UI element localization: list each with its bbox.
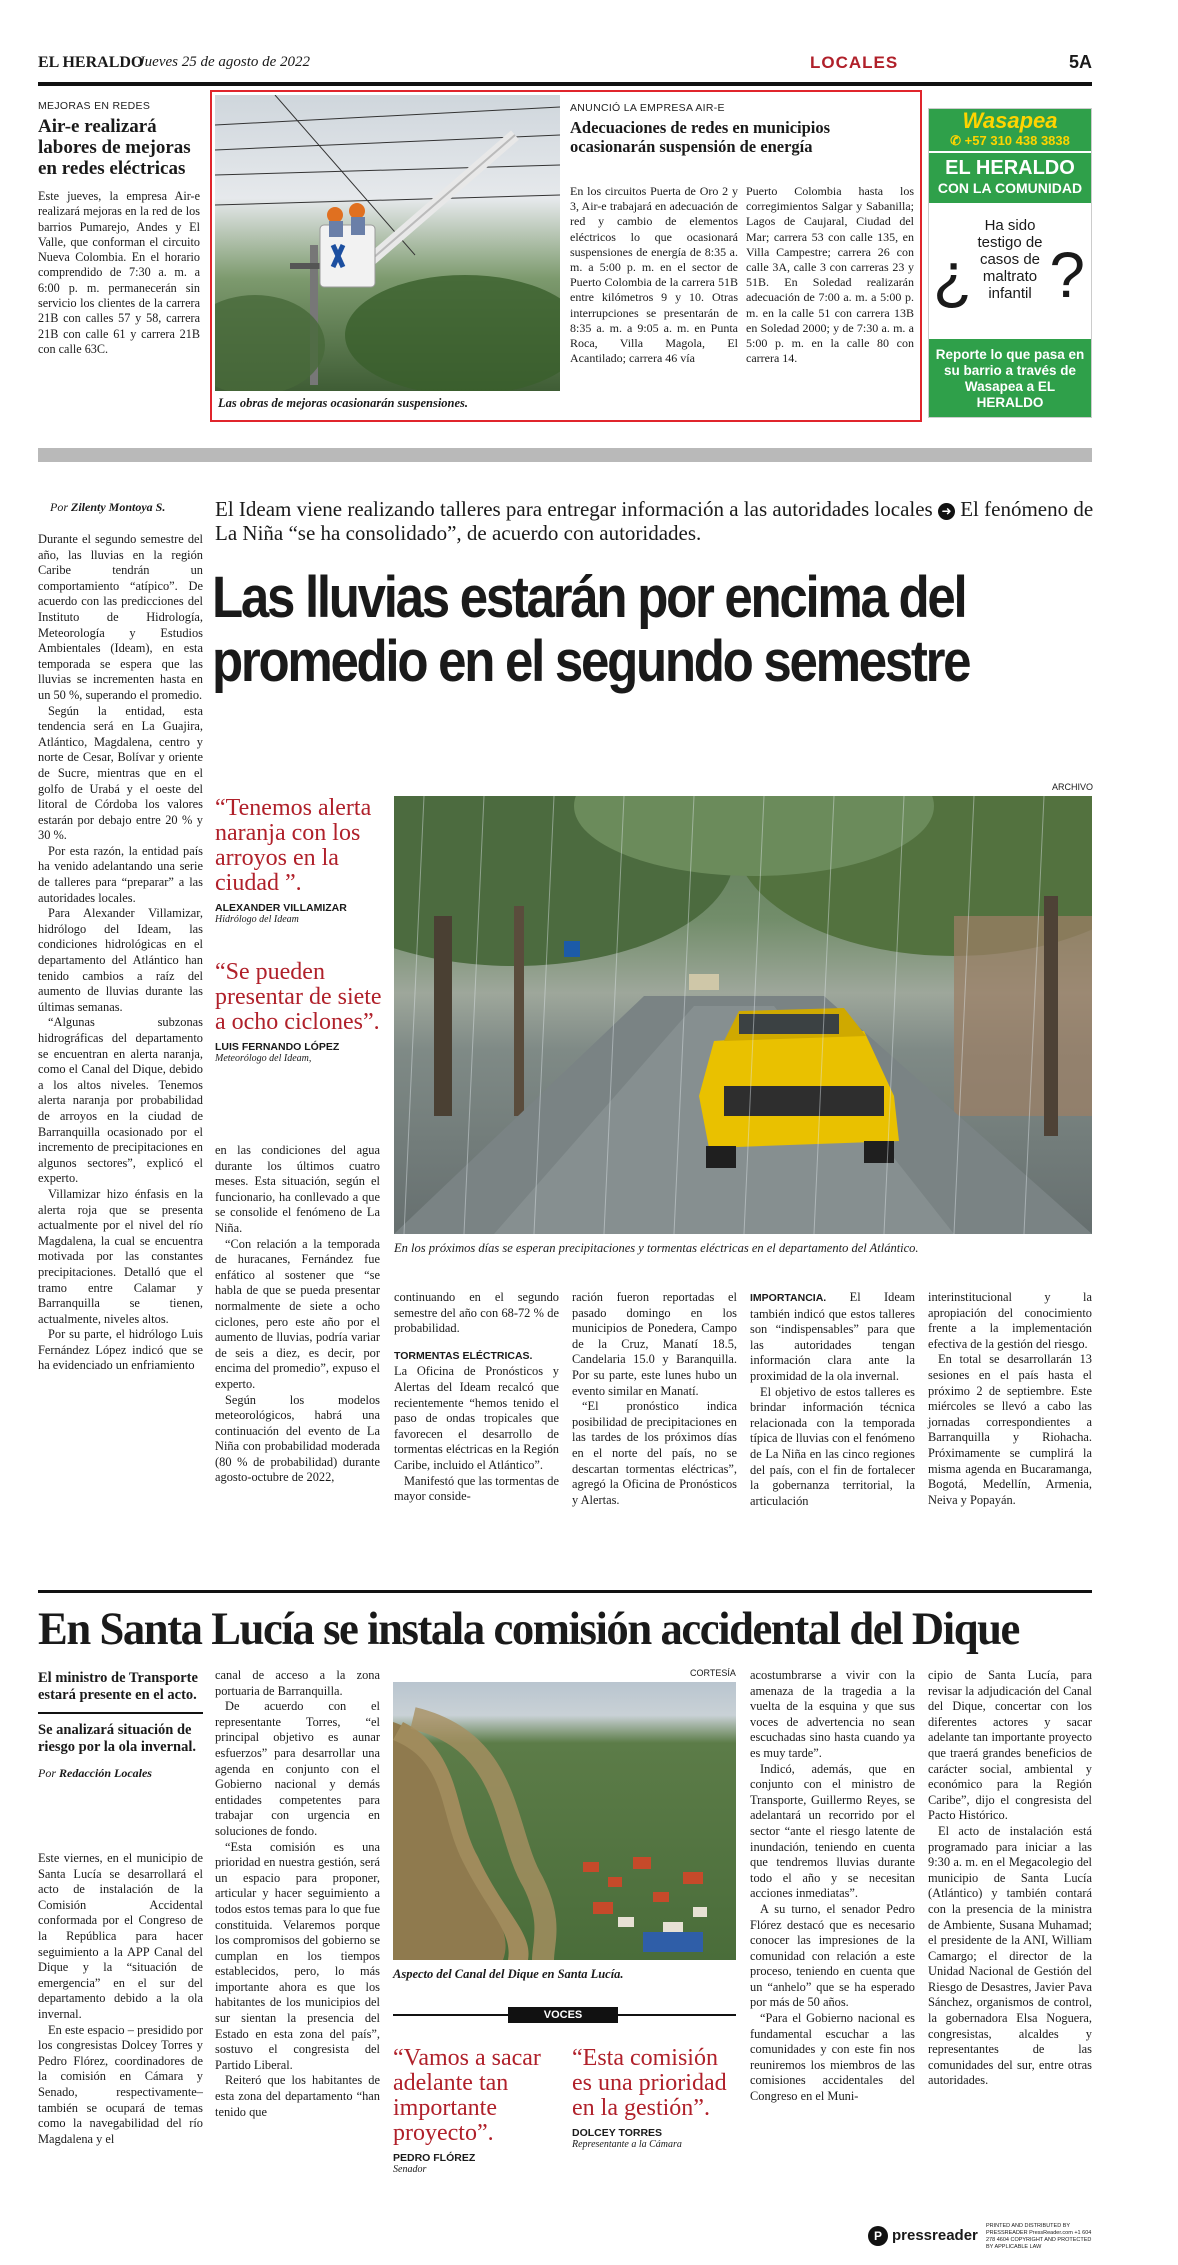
main-photo-caption: En los próximos días se esperan precipitaciones y tormentas eléctricas en el departamento del Atlántico.	[394, 1241, 919, 1255]
quote-text: “Se pueden presentar de siete a ocho ciclones”.	[215, 959, 382, 1035]
wasapea-brand-band	[929, 153, 1091, 203]
wasapea-logo: Wasapea	[962, 108, 1058, 133]
paragraph: Durante el segundo semestre del año, las lluvias en la región Caribe tendrán un comportamiento “atípico”. De acuerdo con las predicciones del Instituto de Hidrología, Meteorología y Estudios Ambientales (Ideam), en esta temporada se espera que las lluvias se incrementen hasta en un 50 %, superando el promedio.	[38, 532, 203, 702]
wasapea-phone	[929, 133, 1091, 149]
story-kicker: ANUNCIÓ LA EMPRESA AIR-E	[570, 102, 725, 114]
paragraph-text: El Ideam también indicó que estos talleres son “indispensables” para que las autoridades tengan información clara ante la proximidad de la ola invernal.	[750, 1290, 915, 1383]
paragraph: Según la entidad, esta tendencia será en La Guajira, Atlántico, Magdalena, centro y norte de Cesar, Bolívar y oriente de Sucre, mientras que en el golfo de Urabá y el oeste del litoral de Córdoba los valores estarán por debajo entre 20 % y 30 %.	[38, 703, 203, 843]
question-mark-close: ?	[1049, 239, 1085, 311]
wasapea-phone-number: +57 310 438 3838	[964, 133, 1070, 148]
paragraph	[750, 1290, 915, 1385]
pull-quote-lopez	[215, 960, 390, 1064]
paragraph: “Algunas subzonas hidrográficas del departamento se encuentran en alerta naranja, como el Canal del Dique, debido a los altos niveles. Tenemos alerta naranja por probabilidad de arroyos en la ciudad de Barranquilla ocasionado por el incremento de precipitaciones en algunos sectores”, explicó el experto.	[38, 1015, 203, 1186]
wasapea-brand: EL HERALDO	[945, 157, 1075, 179]
paragraph: acostumbrarse a vivir con la amenaza de la tragedia a la vuelta de la esquina y que sus voces de advertencia no sean escuchadas sino hasta cuando ya es muy tarde”.	[750, 1668, 915, 1760]
deck-part-2: El fenómeno de La Niña “se ha consolidado”, de acuerdo con autoridades.	[215, 497, 1094, 545]
pressreader-footer	[868, 2223, 1092, 2249]
wasapea-ad[interactable]	[928, 108, 1092, 418]
quote-role: Representante a la Cámara	[572, 2139, 682, 2150]
voces-label: VOCES	[508, 2007, 618, 2023]
section-divider	[38, 448, 1092, 462]
paragraph: Para Alexander Villamizar, hidrólogo del Ideam, las condiciones hidrológicas en el departamento del Atlántico han tenido cambios a raíz del aumento de lluvias durante las últimas semanas.	[38, 906, 203, 1014]
paragraph: Según los modelos meteorológicos, habrá una continuación del evento de La Niña con probabilidad moderada (80 % de probabilidad) durante agosto-octubre de 2022,	[215, 1392, 380, 1485]
dique-headline: En Santa Lucía se instala comisión accidental del Dique	[38, 1603, 1019, 1655]
bucket-lift	[320, 225, 375, 287]
page-header	[38, 48, 1092, 86]
story-adecuaciones-box	[210, 90, 922, 422]
paragraph: Manifestó que las tormentas de mayor conside-	[394, 1473, 559, 1504]
dique-column-3	[750, 1668, 915, 2105]
paragraph: En total se desarrollarán 13 sesiones en el país hasta el próximo 2 de septiembre. Este miércoles se llevó a cabo las jornadas correspondientes a Barranquilla y Riohacha. Próximamente se cumplirá la misma agenda en Bucaramanga, Bogotá, Medellín, Armenia, Neiva y Popayán.	[928, 1352, 1092, 1507]
story-body: Este jueves, la empresa Air-e realizará mejoras en la red de los barrios Pumarejo, Andes y El Valle, que conforman el circuito Nueva Colombia. En el horario comprendido de 7:30 a. m. a 6:00 p. m. permanecerán sin servicio los clientes de la carrera 21B con calles 57 y 58, carrera 21B con calle 61 y carrera 21B con calle 63C.	[38, 189, 200, 356]
main-column-1	[38, 532, 203, 1374]
paragraph: El objetivo de estos talleres es brindar información técnica relacionada con la temporada típica de lluvias con el fenómeno de La Niña en las cinco regiones del país, con el fin de fortalecer la gobernanza territorial, la articulación	[750, 1384, 915, 1508]
rain-street-illustration	[394, 796, 1092, 1234]
dique-column-1	[38, 1851, 203, 2147]
story-column-1: En los circuitos Puerta de Oro 2 y 3, Air-e trabajará en adecuación de red y cambio de elementos eléctricos lo que ocasionará suspensiones de energía de 8:35 a. m. a 5:00 p. m. en el sector de Puerto Colombia de la carrera 51B entre kilómetros 9 y 10. Otras interrupciones se presentarán de 8:35 a. m. a 9:05 a. m. en Punta Roca, Villa Magola, El Acantilado; carrera 46 vía	[570, 184, 738, 366]
quote-role: Hidrólogo del Ideam	[215, 914, 299, 925]
paragraph: “Esta comisión es una prioridad en nuestra gestión, será un espacio para proponer, articular y hacer seguimiento a todos estos temas para lo que fue constituida. Velaremos porque los compromisos del gobierno se cumplan en los tiempos establecidos, pero, lo más importante ahora es que los habitantes de los municipios del sur sientan la presencia del Estado en esta zona del país”, sostuvo el congresista del Partido Liberal.	[215, 1839, 380, 2072]
story-headline: Adecuaciones de redes en municipios ocasionarán suspensión de energía	[570, 118, 831, 156]
quote-text: “Esta comisión es una prioridad en la gestión”.	[572, 2045, 727, 2121]
paragraph: Reiteró que los habitantes de esta zona del departamento “han tenido que	[215, 2073, 380, 2119]
story-air-e	[38, 100, 200, 357]
canal-dique-photo	[393, 1682, 736, 1960]
story-headline: Air-e realizará labores de mejoras en redes eléctricas	[38, 116, 191, 179]
pressreader-fine-print: PRINTED AND DISTRIBUTED BY PRESSREADER PressReader.com +1 604 278 4604 COPYRIGHT AND PROTECTED BY APPLICABLE LAW	[986, 2223, 1092, 2250]
dique-photo-credit: CORTESÍA	[690, 1668, 736, 1678]
voces-quote-florez	[393, 2046, 561, 2175]
pressreader-logo-icon: P	[868, 2226, 888, 2246]
wasapea-tagline: CON LA COMUNIDAD	[937, 180, 1083, 196]
paragraph: A su turno, el senador Pedro Flórez destacó que es necesario conocer las impresiones de la comunidad con relación a este proceso, teniendo en cuenta que un “anhelo” que se ha esperado por más de 50 años.	[750, 1901, 915, 2010]
dique-photo-caption: Aspecto del Canal del Dique en Santa Lucía.	[393, 1967, 624, 1981]
main-headline: Las lluvias estarán por encima del promedio en el segundo semestre	[212, 565, 970, 694]
paragraph: “Para el Gobierno nacional es fundamental escuchar a las comunidades y con este fin nos reuniremos los miembros de las comisiones accidentales del Congreso en el Muni-	[750, 2011, 915, 2104]
byline-author: Zilenty Montoya S.	[71, 500, 166, 514]
byline-prefix: Por	[38, 1766, 56, 1780]
canal-aerial-illustration	[393, 1682, 736, 1960]
byline-prefix: Por	[50, 500, 68, 514]
wasapea-question	[929, 203, 1091, 333]
summary-point: El ministro de Transporte estará presente en el acto.	[38, 1670, 198, 1703]
masthead-brand: EL HERALDO	[38, 54, 144, 71]
header-date: Jueves 25 de agosto de 2022	[138, 54, 311, 70]
paragraph: ración fueron reportadas el pasado domingo en los municipios de Ponedera, Campo de la Cruz, Manatí 18.5, Candelaria 15.0 y Baranquilla. Por su parte, este lunes hubo un evento similar en Manatí.	[572, 1290, 737, 1398]
paragraph: En este espacio – presidido por los congresistas Dolcey Torres y Pedro Flórez, coordinadores de la comisión en Cámara y Senado, respectivamente– también se ocupará de temas como la navegabilidad del río Magdalena y el	[38, 2022, 203, 2146]
section-lead: IMPORTANCIA.	[750, 1292, 827, 1304]
photo-credit: ARCHIVO	[1052, 782, 1094, 792]
pressreader-logo: pressreader	[892, 2227, 978, 2244]
wasapea-logo-band	[929, 109, 1091, 151]
story-kicker: MEJORAS EN REDES	[38, 100, 151, 112]
main-column-3	[394, 1290, 559, 1505]
power-line-illustration	[215, 95, 560, 391]
main-deck	[215, 497, 1095, 545]
wasapea-cta[interactable]: Reporte lo que pasa en su barrio a través de Wasapea a EL HERALDO	[929, 339, 1091, 417]
dique-sidebar	[38, 1670, 203, 1781]
paragraph: “El pronóstico indica posibilidad de precipitaciones en las tardes de los próximos días en el norte del país, no se descartan tormentas eléctricas”, agregó la Oficina de Pronósticos y Alertas.	[572, 1399, 737, 1507]
dique-column-4	[928, 1668, 1092, 2089]
paragraph: El acto de instalación está programado para iniciar a las 9:30 a. m. en el Megacolegio del municipio de Santa Lucía (Atlántico) y también contará con la presencia de la ministra de Ambiente, Susana Muhamad; el presidente de la ANI, William Camargo; el director de la Unidad Nacional de Gestión del Riesgo de Desastres, Javier Pava Sánchez, organismos de control, la gobernadora Elsa Noguera, congresistas, alcaldes y representantes de las comunidades del sur, entre otras autoridades.	[928, 1823, 1092, 2088]
paragraph: Este viernes, en el municipio de Santa Lucía se desarrollará el acto de instalación de la Comisión Accidental conformada por el Congreso de la República para hacer seguimiento a la APP Canal del Dique y la “situación de emergencia” en el sur del departamento debido a la ola invernal.	[38, 1851, 203, 2021]
whatsapp-icon: ✆	[950, 133, 962, 148]
main-column-5	[750, 1290, 915, 1509]
paragraph: cipio de Santa Lucía, para revisar la adjudicación del Canal del Dique, concertar con los diferentes actores y sacar adelante tan importante proyecto que traerá grandes beneficios de carácter social, ambiental y económico para la Región Caribe”, dijo el congresista del Pacto Histórico.	[928, 1668, 1092, 1823]
story-divider	[38, 1590, 1092, 1593]
wasapea-question-text: Ha sido testigo de casos de maltrato infantil	[977, 217, 1043, 302]
arrow-right-icon: ➜	[938, 503, 955, 520]
paragraph: Por su parte, el hidrólogo Luis Fernández López indicó que se ha evidenciado un enfriamiento	[38, 1327, 203, 1373]
power-line-photo	[215, 95, 560, 391]
paragraph: en las condiciones del agua durante los últimos cuatro meses. Esta situación, según el funcionario, ha conllevado a que se consolide el fenómeno de La Niña.	[215, 1143, 380, 1235]
paragraph: “Con relación a la temporada de huracanes, Fernández fue enfático al sostener que “se habla de que se pueda presentar normalmente de siete a ocho ciclones, pero este año por el aumento de lluvias, podría variar de seis a diez, es decir, por encima del promedio”, expuso el experto.	[215, 1236, 380, 1391]
main-byline	[50, 500, 165, 515]
story-column-2: Puerto Colombia hasta los corregimientos Salgar y Sabanilla; Lagos de Caujaral, Ciudad del Mar; carrera 53 con calle 135, en Villa Campestre; carrera 26 con calle 3A, calle 3 con carreras 23 y 51B. En Soledad realizarán adecuación de 7:00 a. m. a 5:00 p. m. en la calle 51 con carrera 13B en Soledad 2000; y de 7:30 a. m. a 5:00 p. m. en la calle 80 con carrera 14.	[746, 184, 914, 366]
quote-name: ALEXANDER VILLAMIZAR	[215, 902, 347, 914]
byline-author: Redacción Locales	[59, 1766, 152, 1780]
pull-quote-villamizar	[215, 796, 390, 925]
page-number: 5A	[1068, 52, 1092, 72]
quote-name: LUIS FERNANDO LÓPEZ	[215, 1041, 340, 1053]
paragraph: continuando en el segundo semestre del año con 68-72 % de probabilidad.	[394, 1290, 559, 1336]
paragraph: Villamizar hizo énfasis en la alerta roja que se presenta actualmente por el nivel del río Magdalena, la cual se encuentra motivada por las constantes precipitaciones. Detalló que el tramo entre Calamar y Barranquilla se tienen, actualmente, niveles altos.	[38, 1186, 203, 1326]
paragraph: Indicó, además, que en conjunto con el ministro de Transporte, Guillermo Reyes, se adelantará un recorrido por el sector “ante el riesgo latente de inundación, teniendo en cuenta que tendremos lluvias durante todo el año y se necesitan acciones inmediatas”.	[750, 1761, 915, 1901]
summary-point: Se analizará situación de riesgo por la ola invernal.	[38, 1722, 197, 1755]
quote-role: Senador	[393, 2164, 427, 2175]
rain-street-photo	[394, 796, 1092, 1234]
paragraph: Por esta razón, la entidad país ha venido adelantando una serie de talleres para “preparar” a las autoridades locales.	[38, 843, 203, 905]
quote-name: DOLCEY TORRES	[572, 2127, 663, 2139]
quote-text: “Tenemos alerta naranja con los arroyos en la ciudad ”.	[215, 795, 372, 896]
question-mark-open: ¿	[933, 239, 973, 311]
main-column-4	[572, 1290, 737, 1508]
paragraph: La Oficina de Pronósticos y Alertas del Ideam recalcó que recientemente “hemos tenido el paso de ondas tropicales que favorecen el desarrollo de tormentas eléctricas en la Región Caribe, incluido el Atlántico”.	[394, 1364, 559, 1472]
paragraph: De acuerdo con el representante Torres, “el principal objetivo es aunar esfuerzos” para desarrollar una agenda en conjunto con el Gobierno nacional y demás entidades competentes para trabajar con urgencia en soluciones de fondo.	[215, 1699, 380, 1838]
dique-byline	[38, 1766, 203, 1781]
photo-caption: Las obras de mejoras ocasionarán suspensiones.	[218, 396, 469, 410]
deck-part-1: El Ideam viene realizando talleres para entregar información a las autoridades locales	[215, 497, 933, 521]
dique-column-2	[215, 1668, 380, 2120]
section-name: LOCALES	[810, 53, 899, 72]
main-column-2	[215, 1143, 380, 1486]
paragraph: interinstitucional y la apropiación del conocimiento frente a la implementación efectiva de la gestión del riesgo.	[928, 1290, 1092, 1351]
quote-text: “Vamos a sacar adelante tan importante proyecto”.	[393, 2045, 541, 2146]
summary-divider	[38, 1712, 203, 1714]
main-column-6	[928, 1290, 1092, 1508]
quote-role: Meteorólogo del Ideam,	[215, 1053, 312, 1064]
section-lead: TORMENTAS ELÉCTRICAS.	[394, 1349, 533, 1362]
yellow-taxi	[699, 1008, 899, 1168]
paragraph: canal de acceso a la zona portuaria de Barranquilla.	[215, 1668, 380, 1698]
quote-name: PEDRO FLÓREZ	[393, 2152, 476, 2164]
voces-quote-torres	[572, 2046, 737, 2150]
